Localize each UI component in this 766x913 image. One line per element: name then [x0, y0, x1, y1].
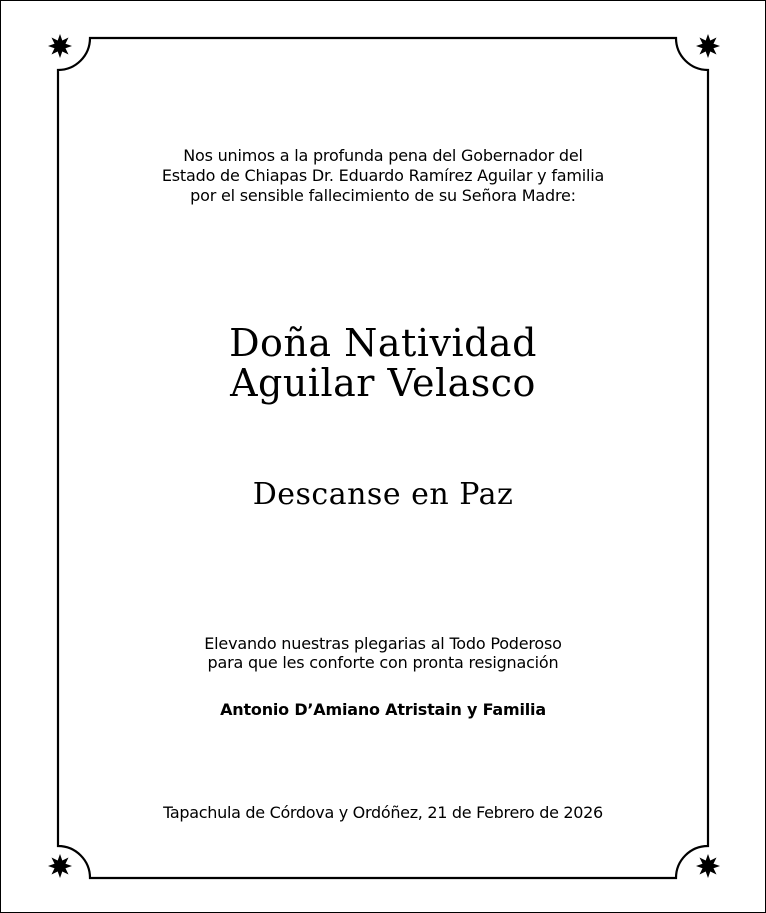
star-icon-top-left: [46, 32, 74, 60]
star-icon-bottom-left: [46, 852, 74, 880]
prayer-line-1: Elevando nuestras plegarias al Todo Poderoso: [204, 634, 562, 653]
prayer-line-2: para que les conforte con pronta resignación: [207, 653, 559, 672]
star-icon-top-right: [694, 32, 722, 60]
deceased-name-line-2: Aguilar Velasco: [230, 361, 536, 405]
intro-line-1: Nos unimos a la profunda pena del Gobernador del: [183, 146, 583, 165]
intro-line-2: Estado de Chiapas Dr. Eduardo Ramírez Aguilar y familia: [161, 166, 605, 185]
deceased-name: [0, 323, 766, 403]
condolence-intro: [0, 146, 766, 206]
star-icon-bottom-right: [694, 852, 722, 880]
rest-in-peace: Descanse en Paz: [252, 477, 514, 512]
signature: Antonio D’Amiano Atristain y Familia: [220, 700, 546, 719]
place-date: Tapachula de Córdova y Ordóñez, 21 de Febrero de 2026: [163, 803, 603, 822]
prayer-text: [0, 634, 766, 672]
intro-line-3: por el sensible fallecimiento de su Señora Madre:: [190, 186, 576, 205]
deceased-name-line-1: Doña Natividad: [229, 321, 537, 365]
